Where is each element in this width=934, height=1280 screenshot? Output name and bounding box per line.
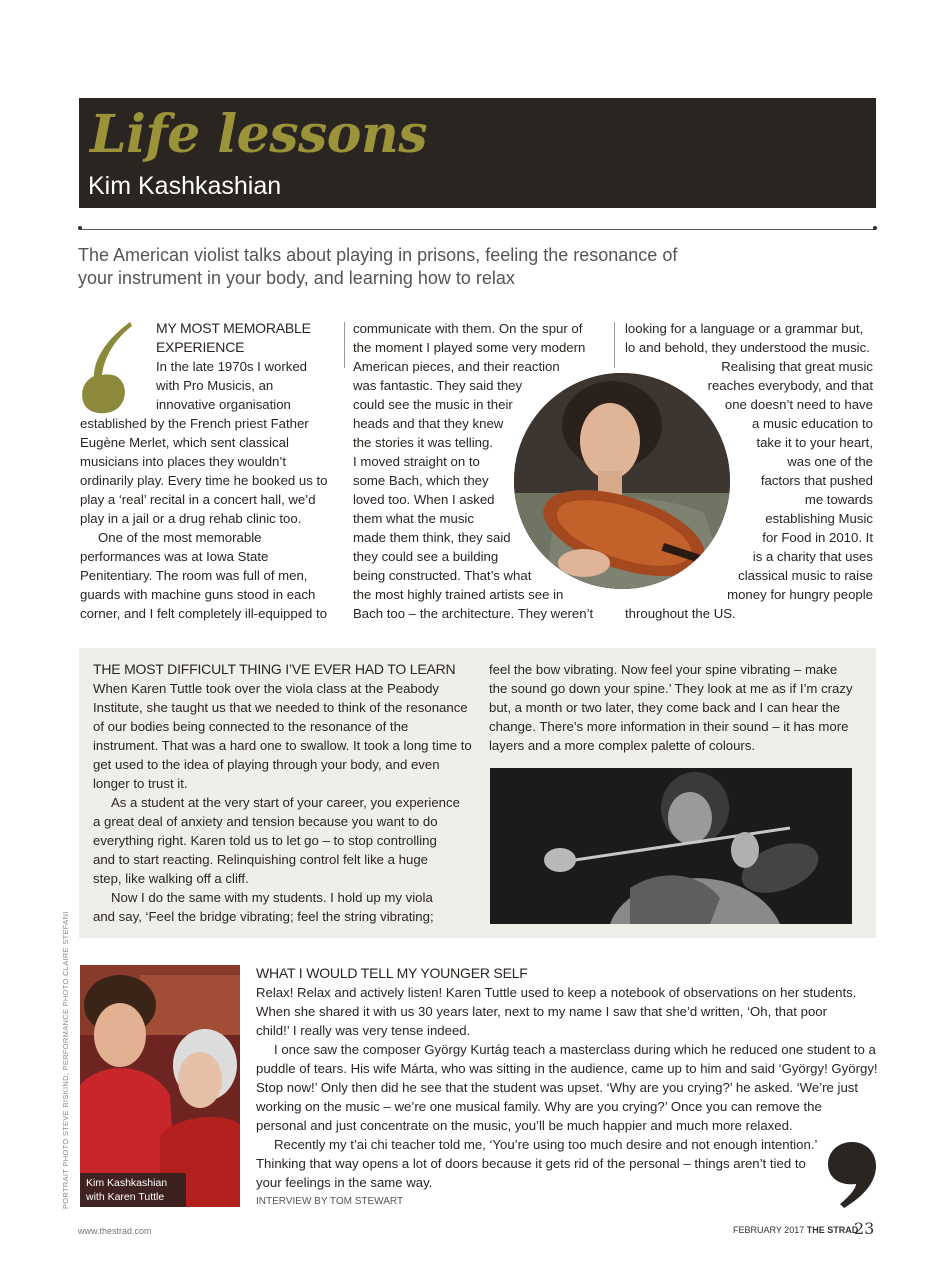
footer-url[interactable]: www.thestrad.com <box>78 1226 152 1236</box>
two-women-illustration <box>80 965 240 1207</box>
text-line: Thinking that way opens a lot of doors because it gets rid of the personal – things aren’t tied to <box>256 1156 806 1171</box>
section1-col3-top <box>625 319 875 357</box>
text-line: being constructed. That’s what <box>353 568 532 583</box>
text-line: them what the music <box>353 511 474 526</box>
text-line: Institute, she taught us that we needed to think of the resonance <box>93 700 468 715</box>
divider-end-dot <box>78 226 82 230</box>
text-line: money for hungry people <box>727 587 873 602</box>
text-line: corner, and I felt completely ill-equipped to <box>80 606 328 621</box>
text-line: When she shared it with us 30 years later, next to my name I saw that she’d written, ‘Oh, that poor <box>256 1004 828 1019</box>
text-line: established by the French priest Father <box>80 416 309 431</box>
text-line: for Food in 2010. It <box>762 530 873 545</box>
text-line: ordinarily play. Every time he booked us to <box>80 473 328 488</box>
text-line: Stop now!’ Only then did he see that the student was upset. ‘Why are you crying?’ he asked. ‘We’re just <box>256 1080 859 1095</box>
text-line: Recently my t’ai chi teacher told me, ‘You’re using too much desire and not enough intention.’ <box>274 1137 818 1152</box>
page-subtitle: Kim Kashkashian <box>88 172 282 200</box>
text-line: me towards <box>804 492 873 507</box>
section-heading: WHAT I WOULD TELL MY YOUNGER SELF <box>256 965 528 981</box>
open-quote-icon <box>80 320 144 415</box>
text-line: instrument. That was a hard one to swallow. It took a long time to <box>93 738 472 753</box>
text-line: step, like walking off a cliff. <box>93 871 249 886</box>
text-line: factors that pushed <box>760 473 873 488</box>
text-line: some Bach, which they <box>353 473 489 488</box>
text-line: of our bodies being connected to the resonance of the <box>93 719 409 734</box>
section1-heading-block <box>156 319 336 357</box>
caption-line: Kim Kashkashian <box>86 1177 168 1189</box>
standfirst: The American violist talks about playing in prisons, feeling the resonance of your instrument in your body, and learning how to relax <box>78 245 678 288</box>
text-line: with Pro Musicis, an <box>156 378 274 393</box>
text-line: In the late 1970s I worked <box>156 359 308 374</box>
text-line: and say, ‘Feel the bridge vibrating; feel the string vibrating; <box>93 909 434 924</box>
section-heading: THE MOST DIFFICULT THING I’VE EVER HAD TO LEARN <box>93 661 456 677</box>
text-line: your feelings in the same way. <box>256 1175 433 1190</box>
text-line: establishing Music <box>765 511 873 526</box>
text-line: reaches everybody, and that <box>707 378 873 393</box>
violist-portrait-illustration <box>514 373 730 589</box>
footer-issue <box>733 1225 858 1235</box>
text-line: I moved straight on to <box>353 454 480 469</box>
text-line: loved too. When I asked <box>353 492 495 507</box>
text-line: heads and that they knew <box>353 416 504 431</box>
photo-caption <box>86 1176 167 1204</box>
text-line: get used to the idea of playing through your body, and even <box>93 757 440 772</box>
text-line: Bach too – the architecture. They weren’t <box>353 606 594 621</box>
divider-end-dot <box>873 226 877 230</box>
text-line: play a ‘real’ recital in a concert hall, we’d <box>80 492 316 507</box>
text-line: As a student at the very start of your career, you experience <box>111 795 460 810</box>
page-number: 23 <box>854 1219 875 1238</box>
page-title: Life lessons <box>90 104 428 165</box>
text-line: could see the music in their <box>353 397 513 412</box>
text-line: feel the bow vibrating. Now feel your spine vibrating – make <box>489 662 838 677</box>
text-line: Eugène Merlet, which sent classical <box>80 435 289 450</box>
section1-col1-top <box>156 357 336 414</box>
text-line: was fantastic. They said they <box>353 378 523 393</box>
text-line: lo and behold, they understood the music. <box>625 340 870 355</box>
divider <box>79 229 876 230</box>
text-line: innovative organisation <box>156 397 291 412</box>
magazine-name: THE STRAD <box>806 1225 859 1235</box>
column-rule <box>344 322 345 368</box>
text-line: the stories it was telling. <box>353 435 493 450</box>
text-line: the most highly trained artists see in <box>353 587 564 602</box>
byline: INTERVIEW BY TOM STEWART <box>256 1196 404 1207</box>
caption-line: with Karen Tuttle <box>86 1191 165 1203</box>
section-heading: MY MOST MEMORABLE EXPERIENCE <box>156 320 311 355</box>
text-line: performances was at Iowa State <box>80 549 269 564</box>
performance-illustration <box>490 768 852 924</box>
text-line: When Karen Tuttle took over the viola class at the Peabody <box>93 681 440 696</box>
text-line: musicians into places they wouldn’t <box>80 454 286 469</box>
section1-col3-end <box>625 604 875 623</box>
text-line: the moment I played some very modern <box>353 340 586 355</box>
text-line: puddle of tears. His wife Márta, who was sitting in the audience, came up to him and said ‘György! György! <box>256 1061 878 1076</box>
text-line: I once saw the composer György Kurtág teach a masterclass during which he reduced one student to a <box>274 1042 876 1057</box>
text-line: made them think, they said <box>353 530 511 545</box>
kashkashian-tuttle-photo <box>80 965 240 1207</box>
section2-left <box>93 660 473 926</box>
text-line: working on the music – we’re one musical family. Why are you crying?’ Once you can remove the <box>256 1099 822 1114</box>
text-line: but, a month or two later, they come back and I can hear the <box>489 700 841 715</box>
text-line: is a charity that uses <box>752 549 873 564</box>
text-line: throughout the US. <box>625 606 736 621</box>
text-line: the sound go down your spine.’ They look at me as if I’m crazy <box>489 681 853 696</box>
text-line: a music education to <box>752 416 873 431</box>
text-line: Now I do the same with my students. I hold up my viola <box>111 890 433 905</box>
text-line: Relax! Relax and actively listen! Karen Tuttle used to keep a notebook of observations on her students. <box>256 985 857 1000</box>
section3 <box>256 964 881 1211</box>
text-line: longer to trust it. <box>93 776 188 791</box>
text-line: take it to your heart, <box>756 435 873 450</box>
text-line: and to start reacting. Relinquishing control felt like a huge <box>93 852 429 867</box>
text-line: One of the most memorable <box>98 530 262 545</box>
close-quote-icon <box>826 1140 878 1210</box>
text-line: classical music to raise <box>738 568 873 583</box>
text-line: they could see a building <box>353 549 499 564</box>
column-rule <box>614 322 615 368</box>
text-line: a great deal of anxiety and tension because you want to do <box>93 814 438 829</box>
portrait-photo <box>514 373 730 589</box>
text-line: change. There’s more information in their sound – it has more <box>489 719 849 734</box>
text-line: one doesn’t need to have <box>724 397 873 412</box>
text-line: layers and a more complex palette of colours. <box>489 738 756 753</box>
text-line: looking for a language or a grammar but, <box>625 321 864 336</box>
text-line: guards with machine guns stood in each <box>80 587 316 602</box>
text-line: American pieces, and their reaction <box>353 359 560 374</box>
text-line: play in a jail or a drug rehab clinic too. <box>80 511 302 526</box>
performance-photo <box>490 768 852 924</box>
text-line: Penitentiary. The room was full of men, <box>80 568 308 583</box>
issue-date: FEBRUARY 2017 <box>733 1225 805 1235</box>
text-line: was one of the <box>787 454 873 469</box>
section1-col1 <box>80 414 342 623</box>
text-line: communicate with them. On the spur of <box>353 321 583 336</box>
photo-credit: PORTRAIT PHOTO STEVE RISKIND; PERFORMANCE PHOTO CLAIRE STEFANI <box>61 911 70 1209</box>
text-line: personal and just concentrate on the music, you’ll be much happier and much more relaxed. <box>256 1118 793 1133</box>
text-line: child!’ I really was very tense indeed. <box>256 1023 471 1038</box>
text-line: everything right. Karen told us to let go – to stop controlling <box>93 833 437 848</box>
section2-right <box>489 660 864 755</box>
text-line: Realising that great music <box>721 359 873 374</box>
